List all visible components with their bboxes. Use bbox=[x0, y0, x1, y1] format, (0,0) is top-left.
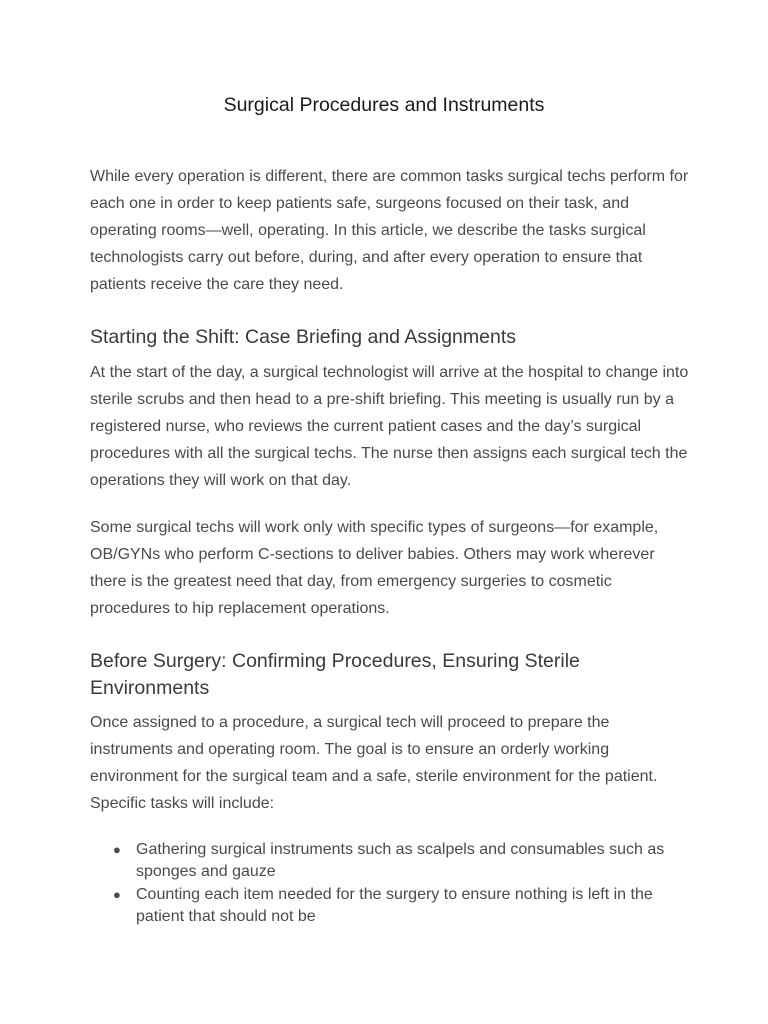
list-item-text: Gathering surgical instruments such as scalpels and consumables such as sponges and gauze bbox=[136, 841, 665, 881]
list-item bbox=[90, 839, 690, 884]
document-title: Surgical Procedures and Instruments bbox=[223, 94, 545, 116]
paragraph-prepare-instruments: Once assigned to a procedure, a surgical tech will proceed to prepare the instruments and operating room. The goal is to ensure an orderly working environment for the surgical team and a safe, sterile environment for the patient. Specific tasks will include: bbox=[90, 714, 658, 812]
bullet-icon: ● bbox=[113, 842, 121, 857]
bullet-icon: ● bbox=[113, 886, 121, 902]
list-item-text: Counting each item needed for the surgery to ensure nothing is left in the patient that should not be bbox=[136, 885, 653, 925]
section-heading-before-surgery: Before Surgery: Confirming Procedures, Ensuring Sterile Environments bbox=[90, 650, 580, 699]
paragraph-shift-briefing: At the start of the day, a surgical technologist will arrive at the hospital to change into sterile scrubs and then head to a pre-shift briefing. This meeting is usually run by a registered nurse, who reviews the current patient cases and the day’s surgical procedures with all the surgical techs. The nurse then assigns each surgical tech the operations they will work on that day. bbox=[90, 364, 689, 489]
task-bullet-list bbox=[90, 839, 690, 928]
section-heading-starting-shift: Starting the Shift: Case Briefing and Assignments bbox=[90, 326, 516, 348]
list-item bbox=[90, 884, 690, 929]
intro-paragraph: While every operation is different, there are common tasks surgical techs perform for each one in order to keep patients safe, surgeons focused on their task, and operating rooms—well, operating. In this article, we describe the tasks surgical technologists carry out before, during, and after every operation to ensure that patients receive the care they need. bbox=[90, 168, 689, 293]
paragraph-surgeon-types: Some surgical techs will work only with specific types of surgeons—for example, OB/GYNs who perform C-sections to deliver babies. Others may work wherever there is the greatest need that day, from emergency surgeries to cosmetic procedures to hip replacement operations. bbox=[90, 519, 659, 617]
